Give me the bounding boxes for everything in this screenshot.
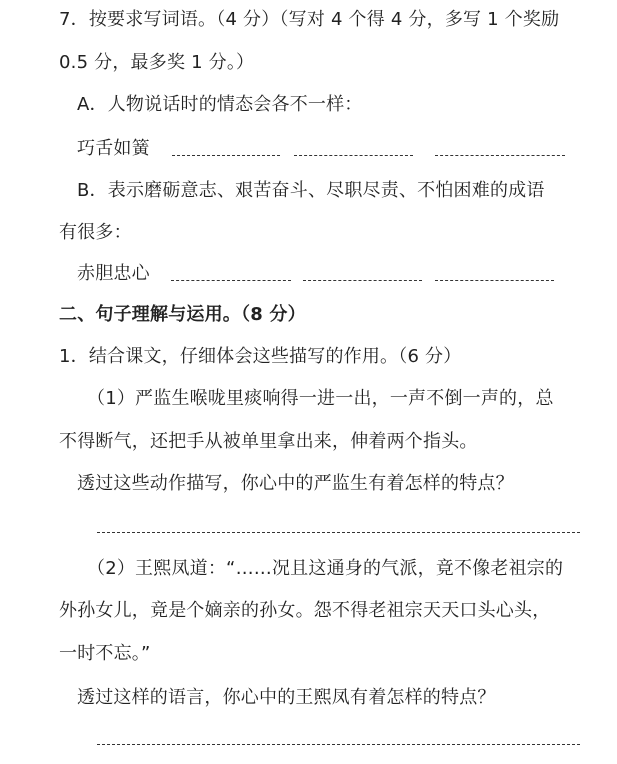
- section-2-heading: 二、句子理解与运用。（8 分）: [59, 304, 306, 325]
- part-b-prompt-line2: 有很多：: [59, 222, 132, 243]
- part-a-blank-1[interactable]: [172, 155, 280, 156]
- item-2-passage-line2: 外孙女儿，竟是个嫡亲的孙女。怨不得老祖宗天天口头心头，: [59, 600, 551, 621]
- part-b-blank-1[interactable]: [171, 280, 291, 281]
- part-a-blank-3[interactable]: [435, 155, 565, 156]
- question-7-title-line2: 0.5 分，最多奖 1 分。）: [59, 52, 255, 73]
- part-b-example-word: 赤胆忠心: [77, 263, 150, 284]
- item-1-passage-line1: （1）严监生喉咙里痰响得一进一出，一声不倒一声的，总: [87, 388, 554, 409]
- question-7-title-line1: 7．按要求写词语。（4 分）（写对 4 个得 4 分，多写 1 个奖励: [59, 9, 560, 30]
- item-2-passage-line3: 一时不忘。”: [59, 643, 151, 664]
- item-1-answer-line[interactable]: [97, 532, 580, 533]
- part-a-example-word: 巧舌如簧: [77, 138, 150, 159]
- part-b-blank-2[interactable]: [303, 280, 422, 281]
- item-2-question: 透过这样的语言，你心中的王熙凤有着怎样的特点？: [77, 687, 496, 708]
- part-a-prompt: A．人物说话时的情态会各不一样：: [77, 94, 363, 115]
- part-b-blank-3[interactable]: [435, 280, 554, 281]
- item-2-answer-line[interactable]: [97, 744, 580, 745]
- question-1-title: 1．结合课文，仔细体会这些描写的作用。（6 分）: [59, 346, 462, 367]
- item-1-question: 透过这些动作描写，你心中的严监生有着怎样的特点？: [77, 473, 514, 494]
- item-1-passage-line2: 不得断气，还把手从被单里拿出来，伸着两个指头。: [59, 431, 478, 452]
- part-b-prompt-line1: B．表示磨砺意志、艰苦奋斗、尽职尽责、不怕困难的成语: [77, 180, 545, 201]
- part-a-blank-2[interactable]: [294, 155, 413, 156]
- item-2-passage-line1: （2）王熙凤道：“……况且这通身的气派，竟不像老祖宗的: [87, 558, 564, 579]
